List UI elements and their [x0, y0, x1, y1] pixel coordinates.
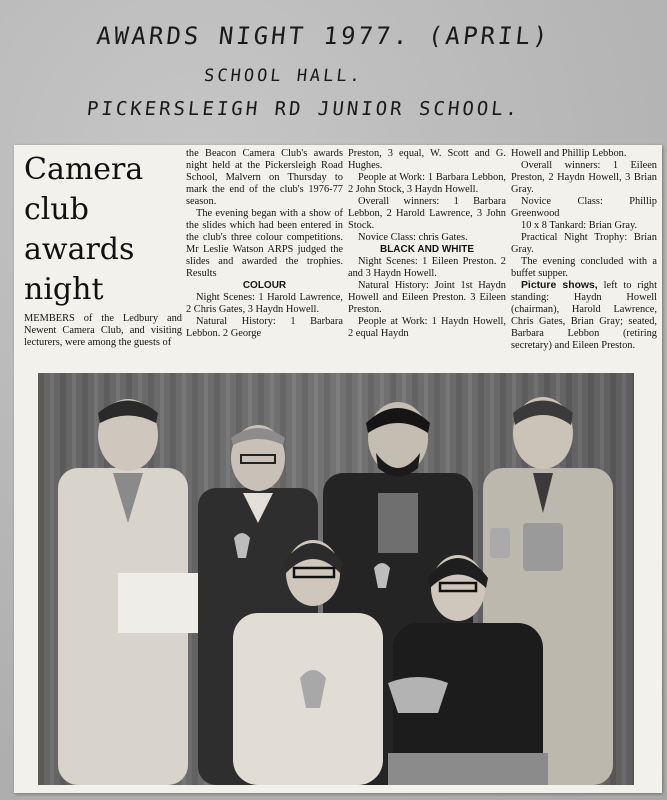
photo-caption	[511, 280, 657, 352]
group-photograph	[38, 373, 634, 785]
paragraph: Overall winners: 1 Eileen Preston, 2 Haydn Howell, 3 Brian Gray.	[511, 160, 657, 195]
paragraph: Night Scenes: 1 Eileen Preston. 2 and 3 Haydn Howell.	[348, 256, 506, 279]
paragraph: The evening began with a show of the slides which had been entered in the club's three colour competitions. Mr Leslie Watson ARPS judged the slides and awarded the trophies. Results	[186, 208, 343, 279]
paragraph: Night Scenes: 1 Harold Lawrence, 2 Chris Gates, 3 Haydn Howell.	[186, 292, 343, 315]
article-column-2	[348, 148, 506, 340]
paragraph: Natural History: 1 Barbara Lebbon. 2 George	[186, 316, 343, 339]
article-column-1	[186, 148, 343, 340]
paragraph: Novice Class: Phillip Greenwood	[511, 196, 657, 219]
article-headline: Camera club awards night	[24, 152, 144, 307]
paragraph: Preston, 3 equal, W. Scott and G. Hughes.	[348, 148, 506, 171]
paragraph: Overall winners: 1 Barbara Lebbon, 2 Harold Lawrence, 3 John Stock.	[348, 196, 506, 231]
handwritten-title: AWARDS NIGHT 1977. (APRIL)	[95, 22, 552, 50]
paragraph: the Beacon Camera Club's awards night held at the Pickersleigh Road School, Malvern on Thursday to mark the end of the club's 1976-77 season.	[186, 148, 343, 207]
paragraph: Practical Night Trophy: Brian Gray.	[511, 232, 657, 255]
paragraph: Howell and Phillip Lebbon.	[511, 148, 627, 159]
caption-label: Picture shows,	[521, 280, 598, 291]
section-heading-colour: COLOUR	[242, 280, 287, 291]
handwritten-school: PICKERSLEIGH RD JUNIOR SCHOOL.	[85, 98, 522, 120]
paragraph: People at Work: 1 Haydn Howell, 2 equal Haydn	[348, 316, 506, 339]
article-text-area	[14, 145, 662, 375]
article-column-3	[511, 148, 657, 352]
paragraph: The evening concluded with a buffet supper.	[511, 256, 657, 279]
paragraph: 10 x 8 Tankard: Brian Gray.	[521, 220, 638, 231]
paragraph: Natural History: Joint 1st Haydn Howell and Eileen Preston. 3 Eileen Preston.	[348, 280, 506, 315]
newspaper-clipping	[14, 145, 662, 793]
caption-text: left to right standing: Haydn Howell (chairman), Harold Lawrence, Chris Gates, Brian Gray; seated, Barbara Lebbon (retiring secretary) and Eileen Preston.	[511, 280, 657, 351]
section-heading-black-and-white: BLACK AND WHITE	[379, 244, 475, 255]
handwritten-venue: SCHOOL HALL.	[203, 66, 364, 86]
paragraph: People at Work: 1 Barbara Lebbon, 2 John Stock, 3 Haydn Howell.	[348, 172, 506, 195]
paragraph: Novice Class: chris Gates.	[358, 232, 468, 243]
article-lead: MEMBERS of the Ledbury and Newent Camera Club, and visiting lecturers, were among the guests of	[24, 313, 182, 348]
